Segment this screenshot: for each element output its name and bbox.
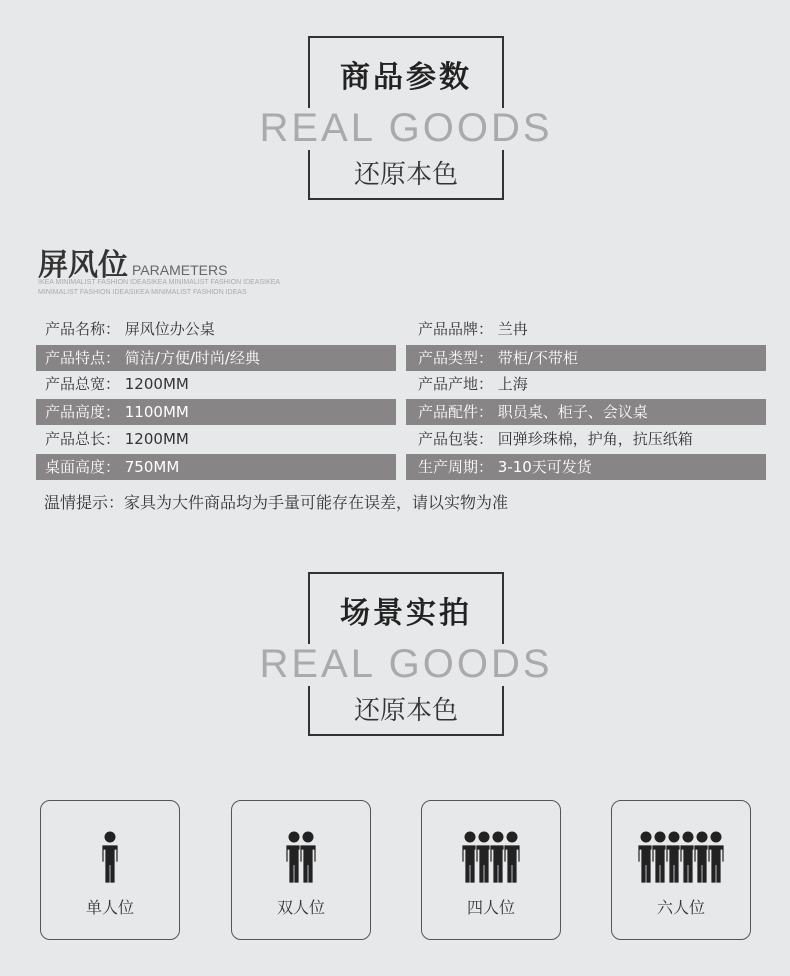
params-note: 温情提示：家具为大件商品均为手量可能存在误差，请以实物为准 — [44, 493, 509, 512]
param-packaging: 产品包装： 回弹珍珠棉，护角，抗压纸箱 — [418, 430, 693, 448]
section-title: 商品参数 — [340, 60, 472, 95]
params-title-en: PARAMETERS — [132, 262, 228, 278]
seat-option-label: 单人位 — [85, 898, 134, 917]
param-brand: 产品品牌： 兰冉 — [418, 320, 528, 338]
person-figure — [680, 832, 696, 884]
param-lead-time: 生产周期： 3-10天可发货 — [406, 454, 766, 480]
seat-option-six[interactable] — [611, 800, 751, 940]
param-type: 产品类型： 带柜/不带柜 — [406, 345, 766, 371]
seat-option-label: 双人位 — [276, 898, 325, 917]
section-title: 场景实拍 — [340, 596, 472, 631]
section-subtitle: 还原本色 — [348, 696, 464, 726]
four-people-icon — [422, 831, 560, 887]
param-desk-height: 桌面高度： 750MM — [36, 454, 396, 480]
section-en-title: REAL GOODS — [230, 108, 582, 150]
section-subtitle: 还原本色 — [348, 160, 464, 190]
person-figure — [652, 832, 668, 884]
params-tagline-1: IKEA MINIMALIST FASHION IDEASIKEA MINIMALIST FASHION IDEASIKEA — [38, 279, 281, 286]
seat-option-single[interactable] — [40, 800, 180, 940]
section-header-scene — [259, 572, 553, 736]
person-figure — [504, 832, 520, 884]
person-icon — [41, 831, 179, 887]
params-tagline-2: MINIMALIST FASHION IDEASIKEA MINIMALIST FASHION IDEAS — [38, 289, 247, 296]
seat-option-four[interactable] — [421, 800, 561, 940]
seat-option-double[interactable] — [231, 800, 371, 940]
person-figure — [102, 832, 118, 884]
param-width: 产品总宽： 1200MM — [45, 375, 189, 393]
person-figure — [708, 832, 724, 884]
section-en-title: REAL GOODS — [230, 644, 582, 686]
param-features: 产品特点： 简洁/方便/时尚/经典 — [36, 345, 396, 371]
six-people-icon — [612, 831, 750, 887]
person-figure — [638, 832, 654, 884]
param-height: 产品高度： 1100MM — [36, 399, 396, 425]
param-length: 产品总长： 1200MM — [45, 430, 189, 448]
params-title: 屏风位 — [38, 248, 128, 283]
section-header-params — [259, 36, 553, 200]
params-heading — [38, 240, 227, 284]
person-figure — [300, 832, 316, 884]
param-accessories: 产品配件： 职员桌、柜子、会议桌 — [406, 399, 766, 425]
seat-option-label: 六人位 — [656, 898, 705, 917]
two-people-icon — [232, 831, 370, 887]
person-figure — [666, 832, 682, 884]
param-name: 产品名称： 屏风位办公桌 — [45, 320, 215, 338]
param-origin: 产品产地： 上海 — [418, 375, 528, 393]
person-figure — [694, 832, 710, 884]
seat-option-label: 四人位 — [466, 898, 515, 917]
